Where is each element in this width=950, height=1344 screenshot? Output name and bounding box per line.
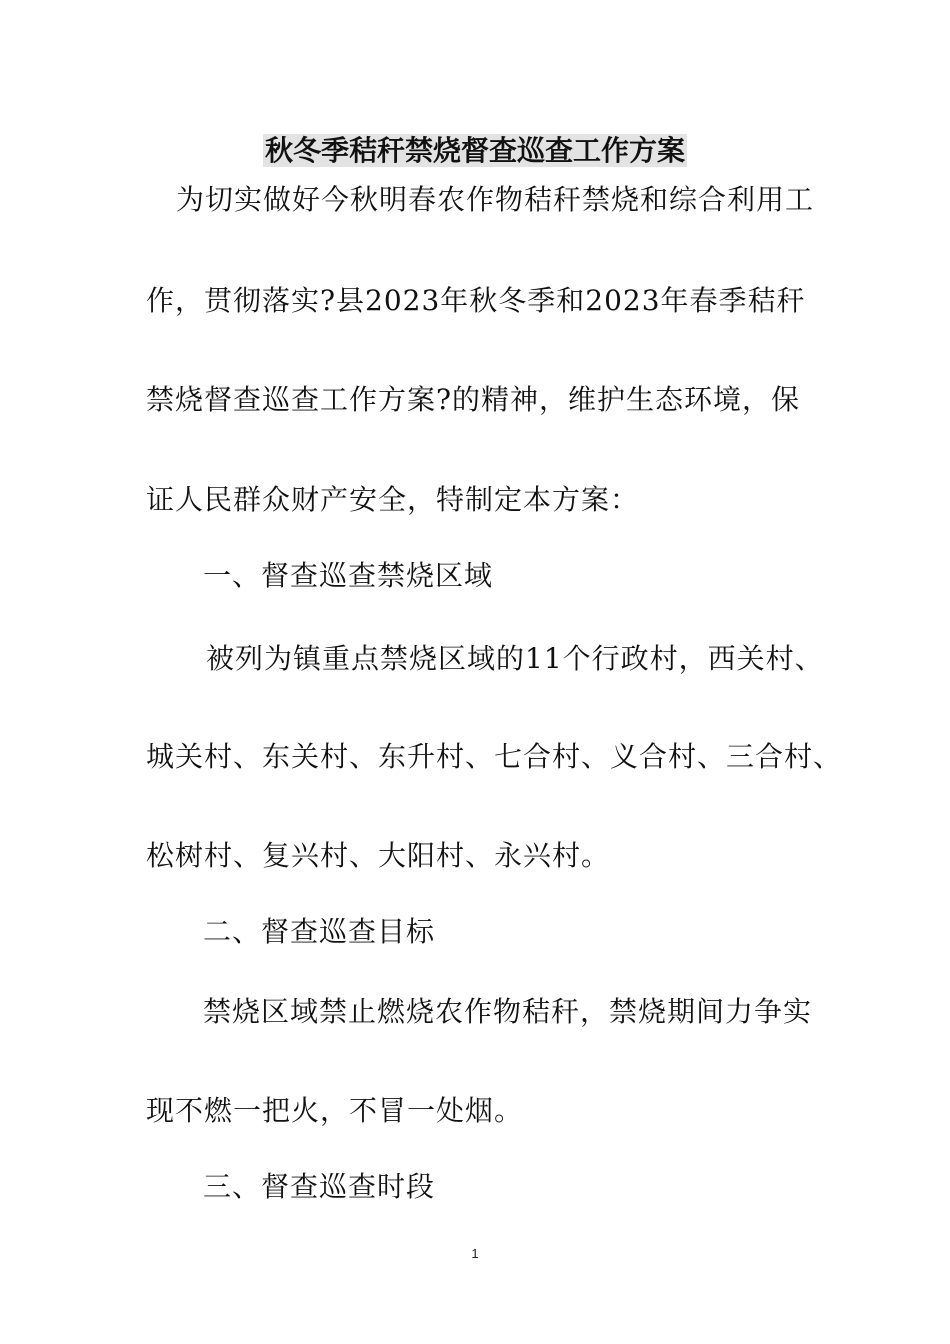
paragraph-intro-line-3: 禁烧督查巡查工作方案?的精神，维护生态环境，保 xyxy=(146,383,801,416)
paragraph-area-line-2: 城关村、东关村、东升村、七合村、义合村、三合村、 xyxy=(146,740,843,773)
section-heading-2: 二、督查巡查目标 xyxy=(203,915,436,948)
paragraph-intro-line-2: 作，贯彻落实?县2023年秋冬季和2023年春季秸秆 xyxy=(146,284,806,317)
paragraph-intro-line-4: 证人民群众财产安全，特制定本方案： xyxy=(146,483,640,516)
section-heading-3: 三、督查巡查时段 xyxy=(203,1170,436,1203)
section-heading-1: 一、督查巡查禁烧区域 xyxy=(203,559,494,592)
document-title-text: 秋冬季秸秆禁烧督查巡查工作方案 xyxy=(264,134,685,167)
paragraph-area-line-3: 松树村、复兴村、大阳村、永兴村。 xyxy=(146,839,611,872)
paragraph-goal-line-2: 现不燃一把火，不冒一处烟。 xyxy=(146,1094,524,1127)
paragraph-area-line-1: 被列为镇重点禁烧区域的11个行政村，西关村、 xyxy=(206,642,824,675)
paragraph-goal-line-1: 禁烧区域禁止燃烧农作物秸秆，禁烧期间力争实 xyxy=(203,995,813,1028)
document-title xyxy=(0,131,950,171)
page-number: 1 xyxy=(471,1246,479,1261)
paragraph-intro-line-1: 为切实做好今秋明春农作物秸秆禁烧和综合利用工 xyxy=(176,183,815,216)
